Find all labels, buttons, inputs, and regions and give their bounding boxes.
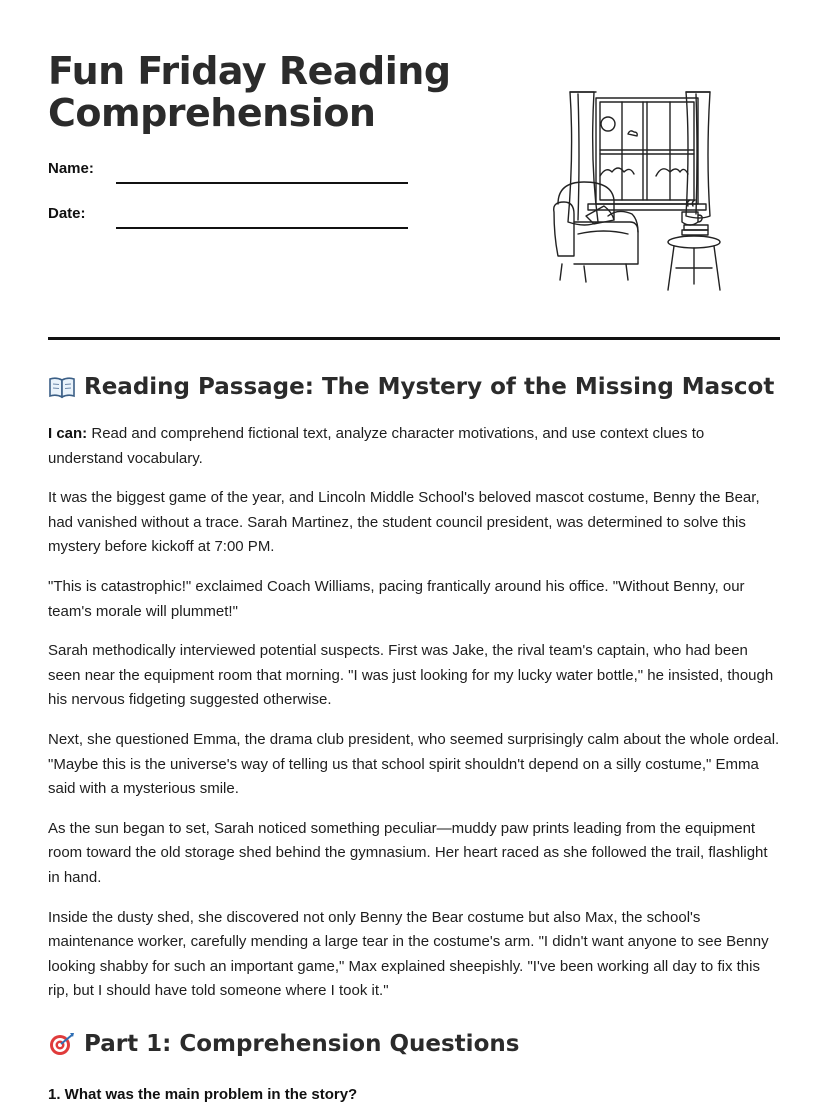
date-line[interactable] — [116, 227, 408, 229]
passage-paragraph-2: "This is catastrophic!" exclaimed Coach Williams, pacing frantically around his office. "Without Benny, our team's morale will plummet!" — [48, 577, 745, 620]
reading-nook-illustration — [548, 84, 728, 294]
part1-heading — [48, 1031, 519, 1057]
name-label: Name: — [48, 160, 94, 177]
passage-paragraph-5: As the sun began to set, Sarah noticed something peculiar—muddy paw prints leading from the equipment room toward the old storage shed behind the gymnasium. Her heart raced as she followed the trail, flashlight in hand. — [48, 819, 768, 886]
objective-prefix: I can: — [48, 425, 88, 442]
target-dart-icon — [48, 1032, 76, 1056]
date-field[interactable] — [48, 205, 408, 229]
learning-objective — [48, 422, 782, 471]
name-line[interactable] — [116, 182, 408, 184]
passage-paragraph-4: Next, she questioned Emma, the drama club president, who seemed surprisingly calm about the whole ordeal. "Maybe this is the universe's way of telling us that school spirit shouldn't depend on a silly costume," Emma said with a mysterious smile. — [48, 730, 780, 798]
passage-body — [48, 422, 782, 1019]
objective-text: Read and comprehend fictional text, analyze character motivations, and use context clues to understand vocabulary. — [48, 425, 705, 467]
section-divider — [48, 337, 780, 340]
passage-heading-text: Reading Passage: The Mystery of the Missing Mascot — [84, 374, 775, 400]
part1-heading-text: Part 1: Comprehension Questions — [84, 1031, 520, 1057]
name-field[interactable] — [48, 160, 408, 184]
worksheet-title: Fun Friday Reading Comprehension — [48, 49, 451, 135]
passage-paragraph-1: It was the biggest game of the year, and Lincoln Middle School's beloved mascot costume, Benny the Bear, had vanished without a trace. Sarah Martinez, the student council president, was determined to solve this mystery before kickoff at 7:00 PM. — [48, 489, 760, 556]
question-1: 1. What was the main problem in the story? — [48, 1086, 358, 1103]
date-label: Date: — [48, 205, 86, 222]
passage-heading — [48, 374, 774, 400]
passage-paragraph-3: Sarah methodically interviewed potential suspects. First was Jake, the rival team's captain, who had been seen near the equipment room that morning. "I was just looking for my lucky water bottle," he insisted, though his nervous fidgeting suggested otherwise. — [48, 642, 774, 709]
passage-paragraph-6: Inside the dusty shed, she discovered not only Benny the Bear costume but also Max, the school's maintenance worker, carefully mending a large tear in the costume's arm. "I didn't want anyone to see Benny looking shabby for such an important game," Max explained sheepishly. "I've been working all day to fix this rip, but I should have told someone where I took it." — [48, 908, 769, 1000]
open-book-icon — [48, 375, 76, 399]
